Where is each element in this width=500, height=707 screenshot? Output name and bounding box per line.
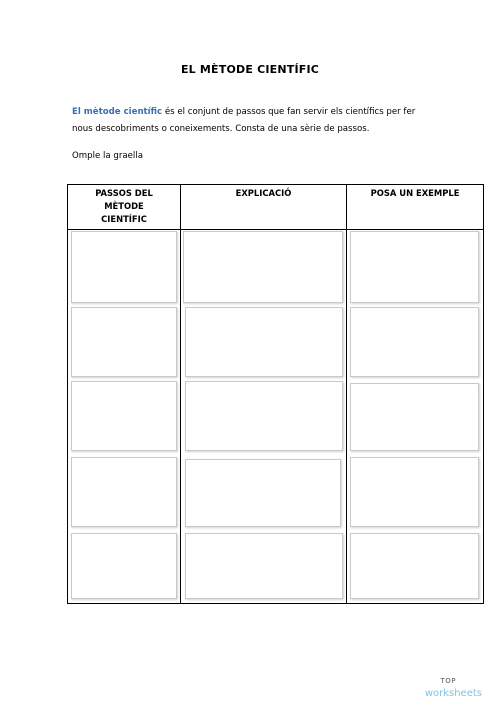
header-divider — [68, 229, 483, 230]
step-cell-5[interactable] — [71, 533, 177, 599]
intro-line2: nous descobriments o coneixements. Consta de una sèrie de passos. — [72, 124, 370, 134]
example-cell-5[interactable] — [350, 533, 479, 599]
example-cell-2[interactable] — [350, 307, 479, 377]
instruction-text: Omple la graella — [72, 151, 143, 161]
intro-paragraph — [72, 104, 442, 138]
step-cell-1[interactable] — [71, 231, 177, 303]
header-steps-line1: PASSOS DEL — [95, 188, 153, 198]
step-cell-2[interactable] — [71, 307, 177, 377]
logo-bottom-text: worksheets — [424, 688, 482, 699]
logo-top-text: TOP — [440, 677, 456, 685]
page-title: EL MÈTODE CIENTÍFIC — [180, 63, 320, 76]
intro-line1-rest: és el conjunt de passos que fan servir els científics per fer — [162, 107, 416, 117]
header-explanation: EXPLICACIÓ — [235, 188, 292, 198]
example-cell-1[interactable] — [350, 231, 479, 303]
example-cell-4[interactable] — [350, 457, 479, 527]
step-cell-4[interactable] — [71, 457, 177, 527]
header-steps — [68, 185, 180, 229]
column-divider — [180, 185, 181, 603]
explanation-cell-3[interactable] — [185, 381, 343, 451]
example-cell-3[interactable] — [350, 383, 479, 451]
worksheet-table — [67, 184, 484, 604]
explanation-cell-1[interactable] — [183, 231, 343, 303]
topworksheets-logo — [425, 676, 482, 699]
header-steps-line3: CIENTÍFIC — [101, 214, 147, 224]
explanation-cell-4[interactable] — [185, 459, 341, 527]
column-divider — [346, 185, 347, 603]
highlighted-term: El mètode científic — [72, 107, 163, 117]
explanation-cell-5[interactable] — [185, 533, 343, 599]
header-steps-line2: MÈTODE — [104, 201, 144, 211]
header-example: POSA UN EXEMPLE — [370, 188, 460, 198]
step-cell-3[interactable] — [71, 381, 177, 451]
explanation-cell-2[interactable] — [185, 307, 343, 377]
